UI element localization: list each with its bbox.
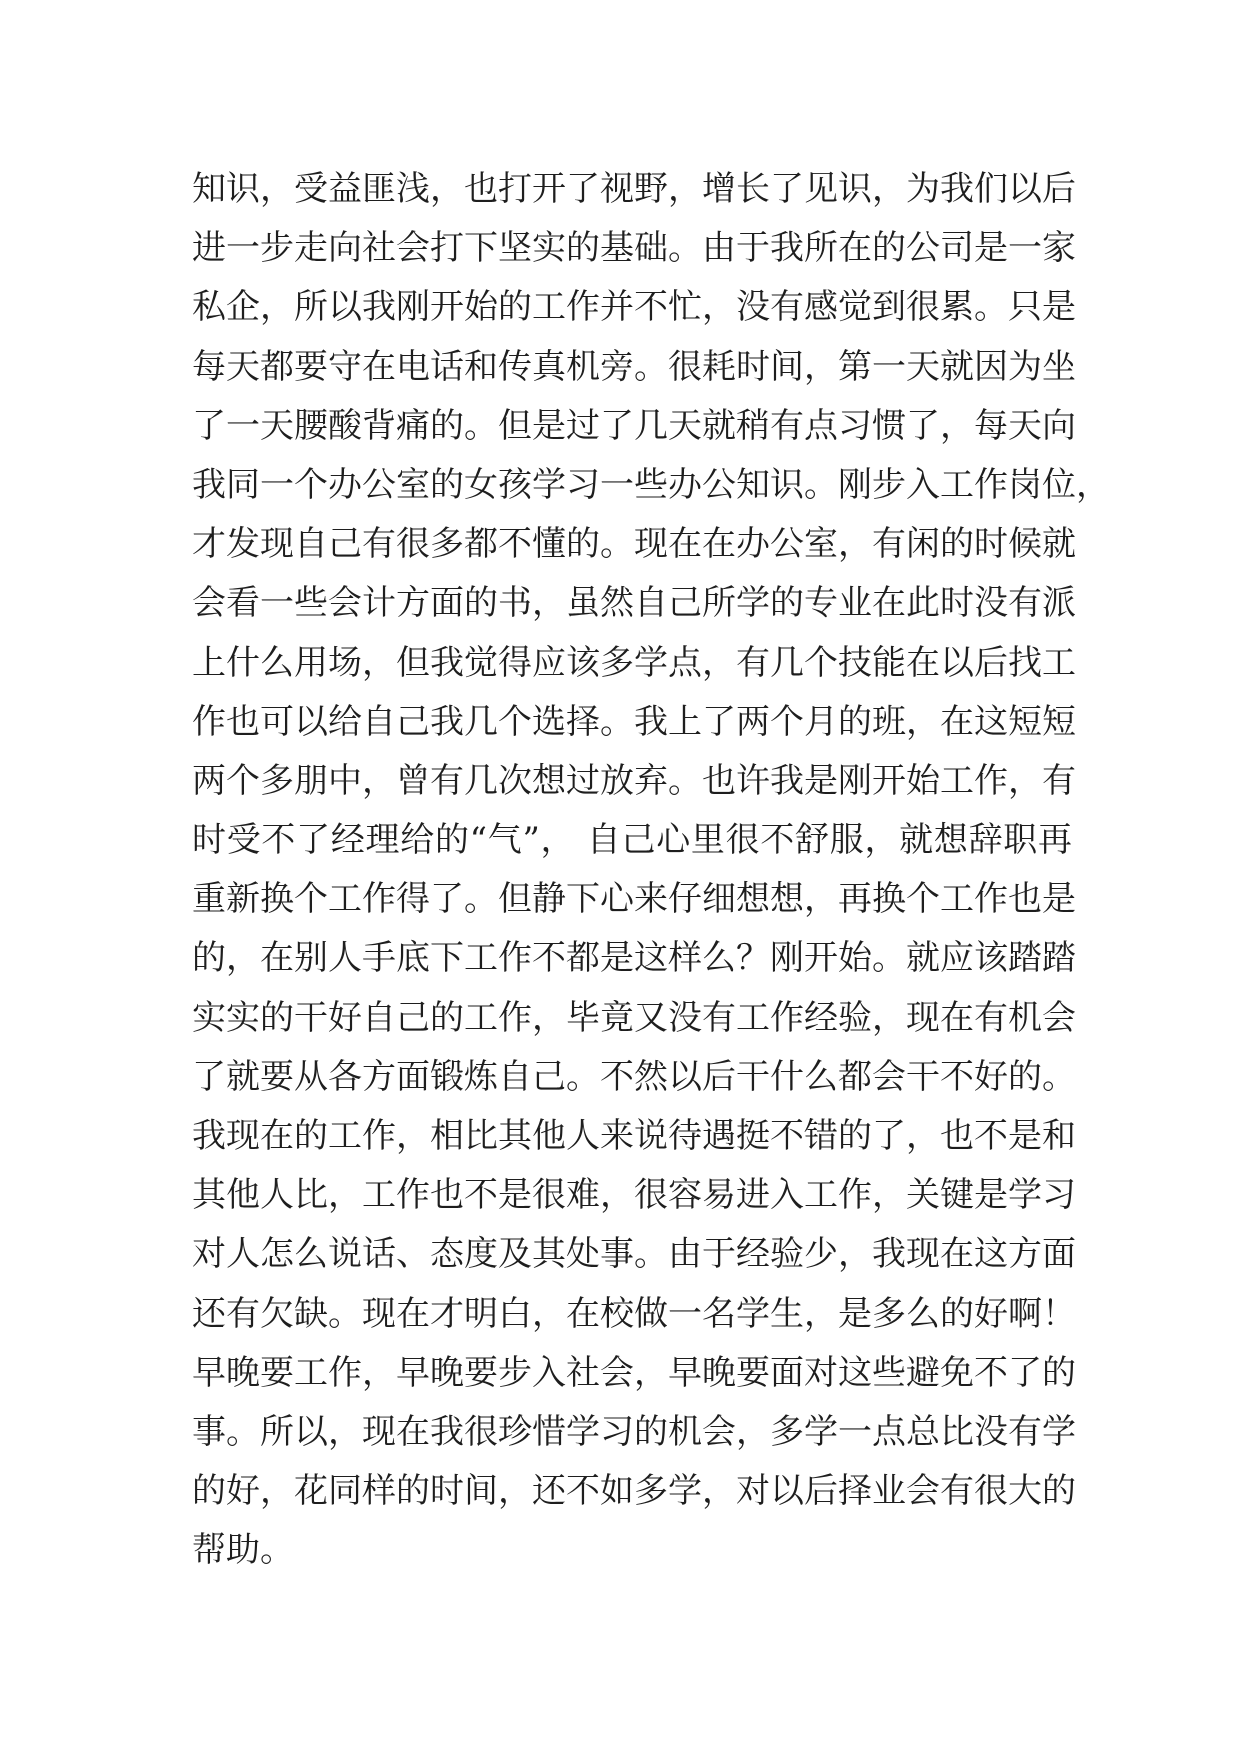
text-line: 两个多朋中，曾有几次想过放弃。也许我是刚开始工作，有: [192, 760, 1076, 801]
text-line: 进一步走向社会打下坚实的基础。由于我所在的公司是一家: [192, 228, 1076, 269]
text-line: 会看一些会计方面的书，虽然自己所学的专业在此时没有派: [192, 583, 1076, 624]
text-line: 重新换个工作得了。但静下心来仔细想想，再换个工作也是: [192, 879, 1076, 920]
text-line: 其他人比，工作也不是很难，很容易进入工作，关键是学习: [192, 1175, 1076, 1216]
text-line: 早晚要工作，早晚要步入社会，早晚要面对这些避免不了的: [192, 1352, 1076, 1393]
text-line: 的，在别人手底下工作不都是这样么？刚开始。就应该踏踏: [192, 938, 1076, 979]
text-line: 的好，花同样的时间，还不如多学，对以后择业会有很大的: [192, 1471, 1076, 1512]
text-line: 还有欠缺。现在才明白，在校做一名学生，是多么的好啊！: [192, 1293, 1076, 1334]
text-line: 事。所以，现在我很珍惜学习的机会，多学一点总比没有学: [192, 1411, 1076, 1452]
text-line: 作也可以给自己我几个选择。我上了两个月的班，在这短短: [192, 701, 1076, 742]
text-line: 我同一个办公室的女孩学习一些办公知识。刚步入工作岗位，: [192, 464, 1110, 505]
text-line: 实实的干好自己的工作，毕竟又没有工作经验，现在有机会: [192, 997, 1076, 1038]
text-line: 了一天腰酸背痛的。但是过了几天就稍有点习惯了，每天向: [192, 405, 1076, 446]
text-line: 知识，受益匪浅，也打开了视野，增长了见识，为我们以后: [192, 169, 1076, 209]
text-line: 帮助。: [192, 1530, 294, 1571]
text-line: 才发现自己有很多都不懂的。现在在办公室，有闲的时候就: [192, 524, 1076, 565]
text-line: 上什么用场，但我觉得应该多学点，有几个技能在以后找工: [192, 642, 1076, 683]
text-line: 每天都要守在电话和传真机旁。很耗时间，第一天就因为坐: [192, 346, 1076, 387]
text-line: 私企，所以我刚开始的工作并不忙，没有感觉到很累。只是: [192, 287, 1076, 328]
text-line: 我现在的工作，相比其他人来说待遇挺不错的了，也不是和: [192, 1116, 1076, 1156]
text-line: 对人怎么说话、态度及其处事。由于经验少，我现在这方面: [192, 1234, 1076, 1275]
text-line: 了就要从各方面锻炼自己。不然以后干什么都会干不好的。: [192, 1056, 1076, 1097]
body-paragraph: [192, 160, 1110, 1581]
text-line: 时受不了经理给的“气”， 自己心里很不舒服，就想辞职再: [192, 820, 1072, 861]
